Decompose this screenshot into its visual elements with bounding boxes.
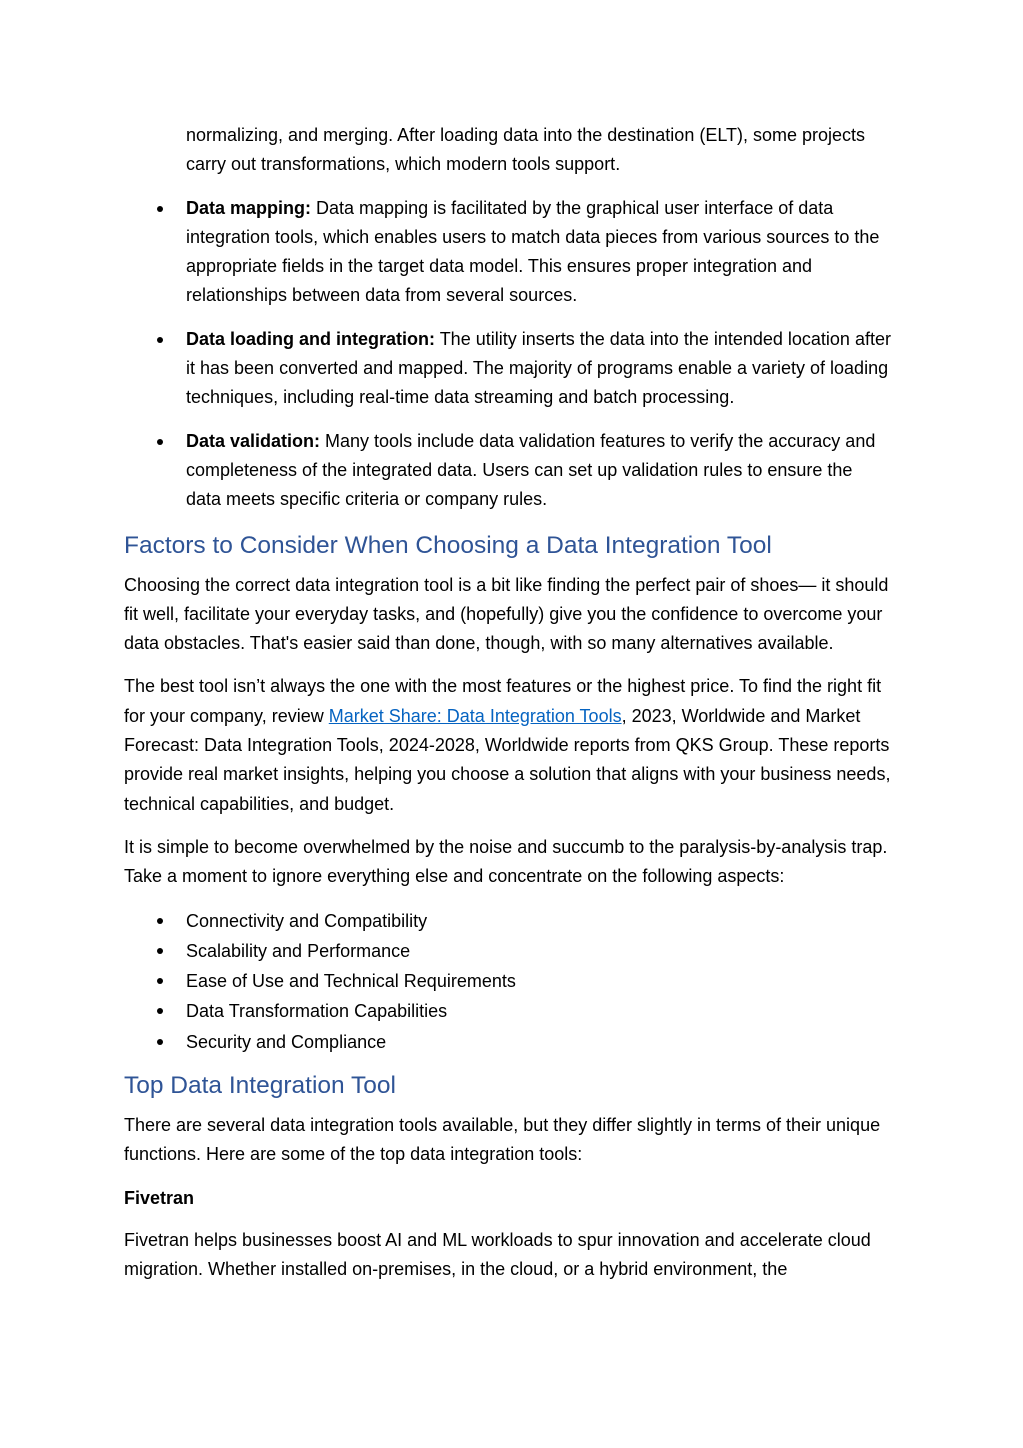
factors-paragraph-3: It is simple to become overwhelmed by the noise and succumb to the paralysis-by-analysis trap. Take a moment to ignore everything else and concentrate on the following aspects: <box>124 836 888 887</box>
aspect-item: Ease of Use and Technical Requirements <box>124 966 892 996</box>
aspect-item: Connectivity and Compatibility <box>124 906 892 936</box>
feature-list <box>124 194 892 515</box>
aspects-list <box>124 906 892 1057</box>
feature-term: Data loading and integration: <box>186 328 436 349</box>
feature-item-data-loading <box>124 325 892 413</box>
tool-name-fivetran: Fivetran <box>124 1187 195 1208</box>
top-tools-heading: Top Data Integration Tool <box>124 1072 396 1100</box>
feature-term: Data mapping: <box>186 197 312 218</box>
factors-paragraph-2 <box>124 672 892 818</box>
fivetran-paragraph: Fivetran helps businesses boost AI and ML workloads to spur innovation and accelerate cloud migration. Whether installed on-premises, in the cloud, or a hybrid environment, the <box>124 1229 871 1280</box>
aspect-item: Scalability and Performance <box>124 936 892 966</box>
aspect-item: Security and Compliance <box>124 1027 892 1057</box>
feature-text: Many tools include data validation features to verify the accuracy and completeness of the integrated data. Users can set up validation rules to ensure the data meets specific criteria or company rules. <box>186 430 876 510</box>
feature-text: Data mapping is facilitated by the graphical user interface of data integration tools, which enables users to match data pieces from various sources to the appropriate fields in the target data model. This ensures proper integration and relationships between data from several sources. <box>186 197 880 306</box>
paragraph-text: , 2023, Worldwide and Market Forecast: Data Integration Tools, 2024-2028, Worldwide reports from QKS Group. These reports provide real market insights, helping you choose a solution that aligns with your business needs, technical capabilities, and budget. <box>124 705 891 814</box>
feature-item-data-validation <box>124 427 892 515</box>
paragraph-text: The best tool isn’t always the one with the most features or the highest price. To find the right fit for your company, review <box>124 676 882 726</box>
top-tools-paragraph: There are several data integration tools available, but they differ slightly in terms of their unique functions. Here are some of the top data integration tools: <box>124 1115 881 1165</box>
factors-paragraph-1: Choosing the correct data integration tool is a bit like finding the perfect pair of shoes— it should fit well, facilitate your everyday tasks, and (hopefully) give you the confidence to overcome your data obstacles. That's easier said than done, though, with so many alternatives available. <box>124 574 889 654</box>
factors-heading: Factors to Consider When Choosing a Data Integration Tool <box>124 531 772 559</box>
continued-bullet-text: normalizing, and merging. After loading data into the destination (ELT), some projects carry out transformations, which modern tools support. <box>186 125 866 175</box>
market-share-link[interactable]: Market Share: Data Integration Tools <box>328 705 622 726</box>
aspect-item: Data Transformation Capabilities <box>124 996 892 1026</box>
page-content <box>124 121 892 1299</box>
feature-item-data-mapping <box>124 194 892 311</box>
feature-term: Data validation: <box>186 430 321 451</box>
feature-text: The utility inserts the data into the intended location after it has been converted and mapped. The majority of programs enable a variety of loading techniques, including real-time data streaming and batch processing. <box>186 328 891 408</box>
